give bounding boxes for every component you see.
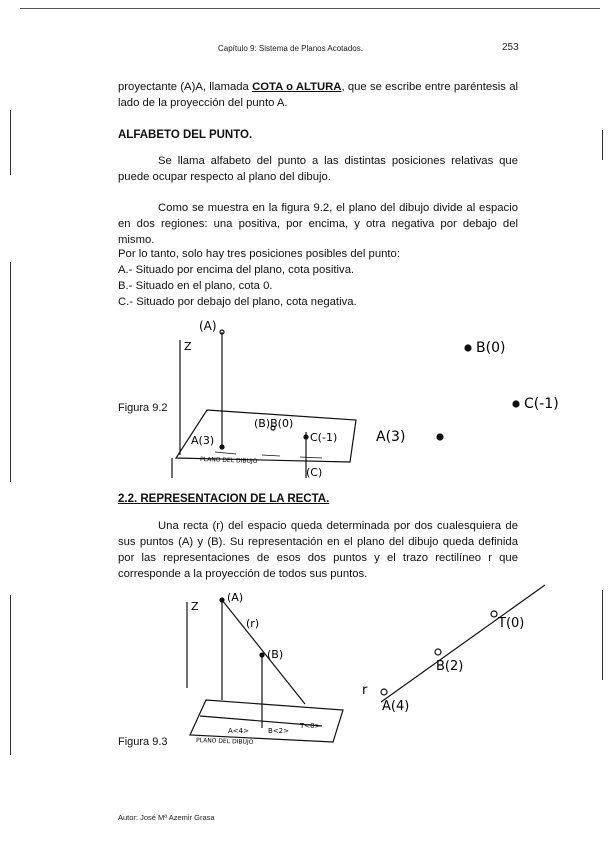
point-B bbox=[271, 426, 275, 430]
intro-text-2: , que se escribe entre paréntesis al lado de la proyección del punto A. bbox=[118, 81, 518, 109]
section-heading-line: 2.2. REPRESENTACION DE LA RECTA. bbox=[118, 493, 330, 505]
fig92-plane-label: PLANO DEL DIBUJO bbox=[199, 456, 258, 466]
section-heading-alphabet: ALFABETO DEL PUNTO. bbox=[118, 129, 253, 141]
positions-list bbox=[118, 246, 518, 310]
fig92-A-proj-label: A(3) bbox=[191, 434, 215, 447]
right-point-A-marker-9-3 bbox=[381, 689, 387, 695]
right-point-B-marker bbox=[465, 345, 471, 351]
fig92-A-space-label: (A) bbox=[199, 319, 217, 333]
point-A-space-9-3 bbox=[220, 598, 224, 602]
fig93-r-space-label: (r) bbox=[246, 617, 260, 630]
line-r-proj bbox=[200, 716, 322, 726]
drawing-plane bbox=[176, 410, 356, 462]
scan-right-mark bbox=[602, 590, 603, 680]
line-r-right bbox=[381, 585, 545, 702]
fig93-A-space-label: (A) bbox=[227, 591, 244, 604]
fig92-z-label: Z bbox=[184, 340, 192, 353]
fig92-C-space-label: (C) bbox=[306, 466, 323, 479]
scan-left-mark bbox=[10, 262, 11, 482]
fig93-plane-label: PLANO DEL DIBUJO bbox=[195, 737, 254, 747]
line-r-space bbox=[222, 600, 305, 704]
page-footer-author: Autor: José Mª Azemir Grasa bbox=[118, 813, 215, 822]
fig93-B-proj-label: B<2> bbox=[268, 727, 289, 735]
point-A-proj bbox=[220, 445, 224, 449]
point-A-space bbox=[220, 330, 224, 334]
plane-hatch bbox=[300, 457, 322, 458]
plane-hatch bbox=[215, 452, 236, 454]
figure-9-3-caption: Figura 9.3 bbox=[118, 736, 168, 748]
scan-left-mark bbox=[10, 595, 11, 755]
right-B-label: B(0) bbox=[476, 340, 506, 356]
intro-text-1: proyectante (A)A, llamada bbox=[118, 81, 253, 93]
right-point-A-marker bbox=[437, 434, 443, 440]
drawing-plane-9-3 bbox=[190, 700, 343, 742]
fig93-T-proj-label: T<0> bbox=[300, 722, 321, 730]
figure-reference-paragraph: Como se muestra en la figura 9.2, el plano del dibujo divide al espacio en dos regiones: una positiva, por encima, y otra negativa por debajo del mismo. bbox=[118, 202, 518, 246]
right-point-B-marker-9-3 bbox=[435, 649, 441, 655]
scan-left-mark bbox=[10, 110, 11, 175]
list-item: B.- Situado en el plano, cota 0. bbox=[118, 280, 273, 292]
scan-top-line bbox=[20, 8, 600, 9]
point-C-proj bbox=[304, 435, 308, 439]
right-A-label: A(3) bbox=[376, 429, 406, 445]
intro-paragraph bbox=[118, 79, 518, 111]
page-number: 253 bbox=[502, 42, 519, 53]
figure-9-2-caption: Figura 9.2 bbox=[118, 402, 168, 414]
list-item: C.- Situado por debajo del plano, cota negativa. bbox=[118, 296, 357, 308]
list-item: A.- Situado por encima del plano, cota positiva. bbox=[118, 264, 355, 276]
right-r-label: r bbox=[362, 683, 368, 698]
fig93-z-label: Z bbox=[191, 600, 199, 613]
point-B-space-9-3 bbox=[260, 653, 264, 657]
emphasis-term: COTA o ALTURA bbox=[252, 81, 342, 93]
fig92-B-label: (B)B(0) bbox=[254, 417, 294, 430]
line-definition-paragraph: Una recta (r) del espacio queda determinada por dos cualesquiera de sus puntos (A) y (B). Su representación en el plano del dibujo queda definida por las representaciones de esos dos puntos y el trazo rectilíneo r que corresponde a la proyección de todos sus puntos. bbox=[118, 520, 518, 580]
right-T-label: T(0) bbox=[498, 616, 525, 631]
fig92-C-proj-label: C(-1) bbox=[310, 431, 338, 444]
scan-right-mark bbox=[602, 130, 603, 160]
right-B-label-9-3: B(2) bbox=[436, 659, 464, 674]
fig93-B-space-label: (B) bbox=[267, 648, 284, 661]
page-header: Capítulo 9: Sistema de Planos Acotados. bbox=[218, 44, 363, 53]
list-intro: Por lo tanto, solo hay tres posiciones posibles del punto: bbox=[118, 248, 400, 260]
fig93-A-proj-label: A<4> bbox=[228, 727, 249, 735]
right-A-label-9-3: A(4) bbox=[382, 699, 410, 714]
right-point-T-marker bbox=[491, 611, 497, 617]
right-point-C-marker bbox=[513, 401, 519, 407]
plane-hatch bbox=[262, 455, 280, 456]
alphabet-definition-paragraph: Se llama alfabeto del punto a las distintas posiciones relativas que puede ocupar respecto al plano del dibujo. bbox=[118, 155, 518, 183]
right-C-label: C(-1) bbox=[524, 396, 559, 412]
